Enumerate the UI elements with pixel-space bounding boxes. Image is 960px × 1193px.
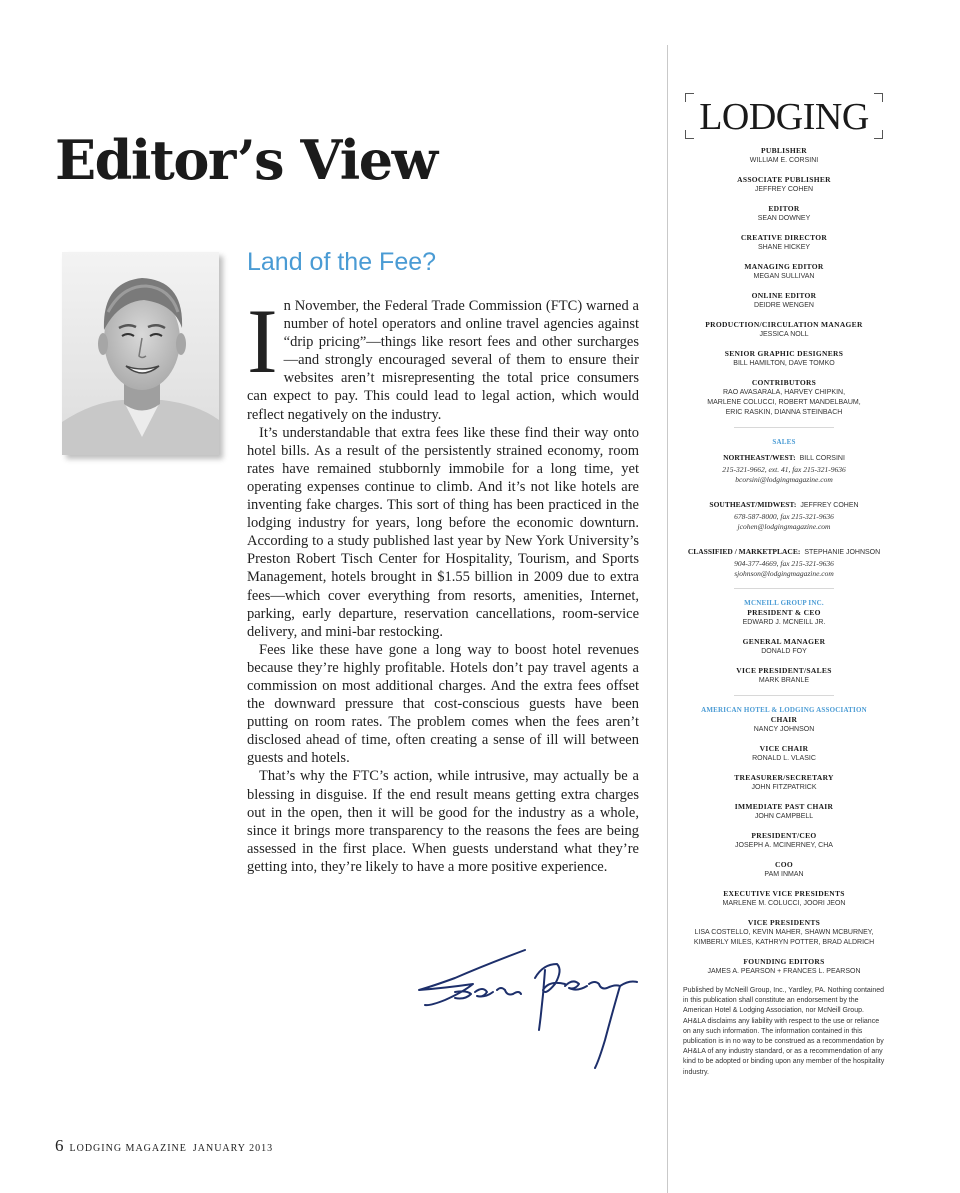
- sales-role: SOUTHEAST/MIDWEST:: [709, 500, 797, 509]
- sales-section: [681, 437, 887, 485]
- staff-role: ONLINE EDITOR: [751, 291, 817, 300]
- staff-role: GENERAL MANAGER: [742, 637, 826, 646]
- staff-name: EDWARD J. MCNEILL JR.: [742, 619, 826, 626]
- ahla-evps: [681, 889, 887, 909]
- masthead-separator: [734, 427, 834, 428]
- sales-classified: [681, 541, 887, 579]
- staff-name: NANCY JOHNSON: [753, 726, 815, 733]
- footer-magazine: LODGING MAGAZINE: [69, 1143, 187, 1154]
- staff-name: JEFFREY COHEN: [754, 186, 814, 193]
- staff-name: MARLENE COLUCCI, ROBERT MANDELBAUM,: [707, 399, 861, 406]
- staff-role: PRODUCTION/CIRCULATION MANAGER: [705, 320, 863, 329]
- publication-disclaimer: Published by McNeill Group, Inc., Yardley, PA. Nothing contained in this publication shall constitute an endorsement by the American Hotel & Lodging Association, nor McNeill Group. AH&LA disclaims any liability with respect to the use or reliance on any such information. The information contained in this publication is in no way to be construed as a recommendation by AH&LA of any industry standard, or as a recommendation of any kind to be adopted or binding upon any member of the hospitality industry.: [683, 987, 885, 1076]
- ahla-president: [681, 831, 887, 851]
- page-number: 6: [55, 1136, 64, 1155]
- staff-role: IMMEDIATE PAST CHAIR: [734, 802, 834, 811]
- staff-creative-director: [681, 233, 887, 253]
- staff-name: KIMBERLY MILES, KATHRYN POTTER, BRAD ALDRICH: [693, 939, 875, 946]
- staff-graphic-designers: [681, 349, 887, 369]
- staff-role: PRESIDENT/CEO: [751, 831, 817, 840]
- ahla-chair: [681, 705, 887, 735]
- staff-publisher: [681, 146, 887, 166]
- staff-name: JOHN FITZPATRICK: [751, 784, 817, 791]
- article-paragraph: Fees like these have gone a long way to boost hotel revenues because they’re highly profitable. Hotels don’t pay travel agents a commission on most additional charges. And the extra fees offset the downward pressure that cost-conscious guests have been putting on room rates. The problem comes when the fees aren’t disclosed ahead of time, often creating a sense of ill will between guests and hotels.: [247, 641, 639, 767]
- mcneill-general-manager: [681, 637, 887, 657]
- editor-photo: [62, 252, 219, 455]
- staff-role: EXECUTIVE VICE PRESIDENTS: [723, 889, 845, 898]
- staff-name: PAM INMAN: [764, 871, 804, 878]
- article-paragraph: It’s understandable that extra fees like these find their way onto hotel bills. As a result of the persistently strained economy, room rates have remained stubbornly immobile for a long time, yet operating expenses continue to climb. And it’s not like hotels are inventing fake charges. This sort of thing has been practiced in the lodging industry for years, long before the economic downturn. According to a study published last year by New York University’s Preston Robert Tisch Center for Hospitality, Tourism, and Sports Management, hotels brought in $1.55 billion in 2009 due to extra fees—which cover everything from resorts, amenities, Internet, parking, early departure, reservation cancellations, room-service delivery, and mini-bar restocking.: [247, 424, 639, 640]
- staff-name: BILL HAMILTON, DAVE TOMKO: [733, 360, 835, 367]
- sales-email[interactable]: bcorsini@lodgingmagazine.com: [735, 475, 833, 484]
- staff-contributors: [681, 378, 887, 418]
- staff-name: MARK BRANLE: [758, 677, 810, 684]
- sales-name: STEPHANIE JOHNSON: [804, 549, 881, 556]
- staff-role: TREASURER/SECRETARY: [734, 773, 834, 782]
- sales-email[interactable]: sjohnson@lodgingmagazine.com: [734, 569, 834, 578]
- staff-role: CREATIVE DIRECTOR: [740, 233, 828, 242]
- founding-editors: [681, 957, 887, 977]
- page-footer: [55, 1136, 273, 1156]
- staff-online-editor: [681, 291, 887, 311]
- article-paragraph: That’s why the FTC’s action, while intrusive, may actually be a blessing in disguise. If the end result means getting extra charges out in the open, then it will be good for the industry as a whole, since it brings more transparency to the reasons the fees are being assessed in the first place. When guests understand what they’re getting into, they’re likely to have a more positive experience.: [247, 768, 639, 875]
- staff-name: JESSICA NOLL: [759, 331, 809, 338]
- section-heading: MCNEILL GROUP INC.: [744, 599, 824, 607]
- staff-name: MARLENE M. COLUCCI, JOORI JEON: [722, 900, 846, 907]
- staff-production-manager: [681, 320, 887, 340]
- staff-role: VICE PRESIDENT/SALES: [736, 666, 832, 675]
- mcneill-president: [681, 598, 887, 628]
- staff-name: RAO AVASARALA, HARVEY CHIPKIN,: [722, 389, 846, 396]
- staff-role: MANAGING EDITOR: [744, 262, 824, 271]
- ahla-coo: [681, 860, 887, 880]
- editor-signature: [415, 940, 640, 1075]
- ahla-treasurer: [681, 773, 887, 793]
- staff-managing-editor: [681, 262, 887, 282]
- ahla-past-chair: [681, 802, 887, 822]
- sales-name: BILL CORSINI: [799, 455, 845, 462]
- staff-name: WILLIAM E. CORSINI: [749, 157, 819, 164]
- staff-role: VICE PRESIDENTS: [747, 918, 821, 927]
- sales-name: JEFFREY COHEN: [800, 502, 859, 509]
- staff-role: PRESIDENT & CEO: [747, 608, 821, 617]
- mcneill-vp-sales: [681, 666, 887, 686]
- staff-role: PUBLISHER: [760, 146, 808, 155]
- section-heading: SALES: [772, 438, 796, 446]
- article-paragraph: n November, the Federal Trade Commission (FTC) warned a number of hotel operators and online travel agencies against “drip pricing”—things like resort fees and other surcharges—and strongly encouraged several of them to ensure their websites aren’t misrepresenting the total price consumers can expect to pay. This could lead to legal action, which would reflect negatively on the industry.: [247, 298, 639, 423]
- sales-phone: 904-377-4669, fax 215-321-9636: [734, 559, 834, 568]
- masthead: [681, 88, 887, 1078]
- staff-editor: [681, 204, 887, 224]
- staff-role: COO: [775, 860, 793, 869]
- staff-role: FOUNDING EDITORS: [743, 957, 825, 966]
- staff-name: MEGAN SULLIVAN: [753, 273, 815, 280]
- footer-date: JANUARY 2013: [192, 1143, 274, 1154]
- staff-associate-publisher: [681, 175, 887, 195]
- masthead-separator: [734, 588, 834, 589]
- editor-portrait-icon: [62, 252, 219, 455]
- staff-name: JOHN CAMPBELL: [754, 813, 814, 820]
- staff-role: CHAIR: [770, 715, 798, 724]
- staff-role: EDITOR: [768, 204, 800, 213]
- sales-southeast: [681, 494, 887, 532]
- column-divider: [667, 45, 668, 1193]
- staff-name: LISA COSTELLO, KEVIN MAHER, SHAWN MCBURNEY,: [694, 929, 874, 936]
- staff-name: SHANE HICKEY: [757, 244, 811, 251]
- staff-role: CONTRIBUTORS: [751, 378, 817, 387]
- sales-phone: 678-587-8000, fax 215-321-9636: [734, 512, 834, 521]
- signature-icon: [415, 940, 640, 1075]
- drop-cap: I: [247, 290, 278, 392]
- sales-role: NORTHEAST/WEST:: [723, 453, 796, 462]
- staff-name: DONALD FOY: [761, 648, 807, 655]
- staff-role: ASSOCIATE PUBLISHER: [737, 175, 831, 184]
- ahla-vps: [681, 918, 887, 948]
- article-headline: Land of the Fee?: [247, 248, 437, 276]
- page-title: Editor’s View: [55, 128, 437, 192]
- logo-text: LODGING: [699, 96, 869, 138]
- sales-phone: 215-321-9662, ext. 41, fax 215-321-9636: [722, 465, 846, 474]
- article-body: [247, 290, 639, 876]
- lodging-logo: [681, 88, 887, 144]
- staff-name: SEAN DOWNEY: [757, 215, 811, 222]
- section-heading: AMERICAN HOTEL & LODGING ASSOCIATION: [701, 706, 867, 714]
- staff-name: JOSEPH A. MCINERNEY, CHA: [735, 842, 833, 849]
- staff-role: SENIOR GRAPHIC DESIGNERS: [724, 349, 844, 358]
- staff-role: VICE CHAIR: [759, 744, 809, 753]
- staff-name: DEIDRE WENGEN: [754, 302, 814, 309]
- ahla-vice-chair: [681, 744, 887, 764]
- staff-name: RONALD L. VLASIC: [752, 755, 816, 762]
- staff-name: ERIC RASKIN, DIANNA STEINBACH: [725, 409, 843, 416]
- staff-name: JAMES A. PEARSON + FRANCES L. PEARSON: [707, 968, 861, 975]
- sales-role: CLASSIFIED / MARKETPLACE:: [687, 547, 801, 556]
- sales-email[interactable]: jcohen@lodgingmagazine.com: [737, 522, 831, 531]
- masthead-separator: [734, 695, 834, 696]
